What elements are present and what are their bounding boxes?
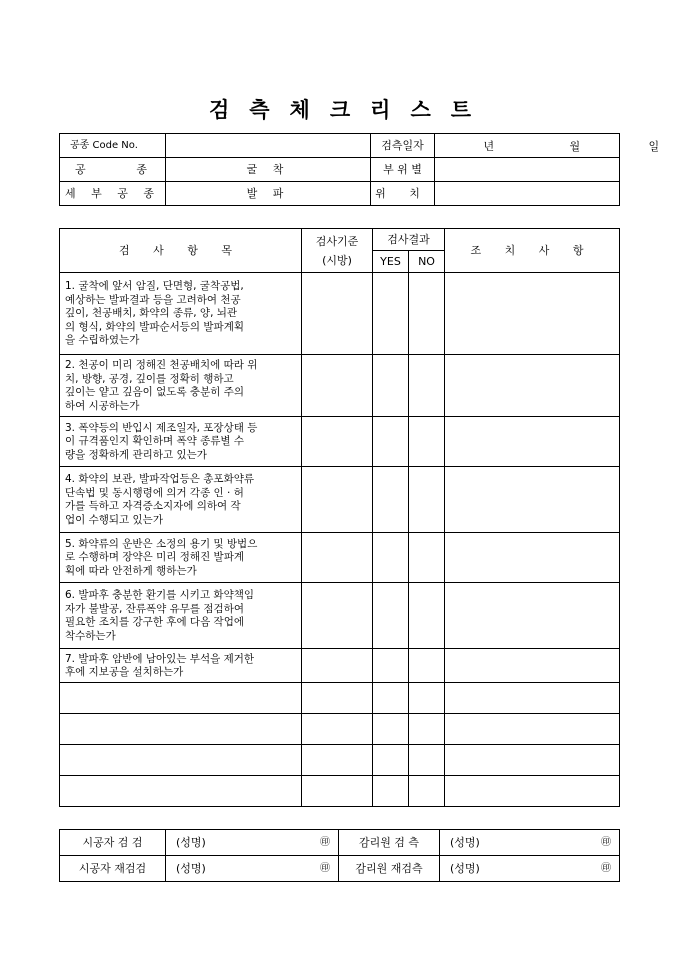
- action-cell[interactable]: [445, 683, 620, 714]
- action-cell[interactable]: [445, 355, 620, 417]
- no-cell[interactable]: [409, 776, 445, 807]
- no-cell[interactable]: [409, 583, 445, 649]
- seal-mark: ㊞: [601, 837, 611, 848]
- seal-mark: ㊞: [320, 863, 330, 874]
- item-line: 깊이, 천공배치, 화약의 종류, 양, 뇌관: [65, 307, 238, 320]
- item-line: 가를 득하고 자격증소지자에 의하여 작: [65, 500, 241, 512]
- title-char: 트: [450, 97, 472, 122]
- contractor-reinspect-sign[interactable]: [166, 856, 339, 882]
- standard-cell[interactable]: [302, 355, 373, 417]
- sub-label: 세 부 공 종: [60, 182, 166, 206]
- code-label: 공종 Code No.: [60, 134, 166, 158]
- standard-cell[interactable]: [302, 776, 373, 807]
- check-item: [60, 467, 302, 533]
- yes-cell[interactable]: [373, 714, 409, 745]
- yes-cell[interactable]: [373, 776, 409, 807]
- date-label: 검측일자: [371, 134, 435, 158]
- item-line: 깊이는 얕고 깊음이 없도록 충분히 주의: [65, 386, 244, 398]
- col-standard-title: 검사기준: [315, 234, 359, 248]
- supervisor-inspect-sign[interactable]: [440, 830, 620, 856]
- work-value[interactable]: 굴 착: [166, 158, 371, 182]
- no-cell[interactable]: [409, 745, 445, 776]
- yes-cell[interactable]: [373, 745, 409, 776]
- code-value[interactable]: [166, 134, 371, 158]
- table-row: [60, 776, 620, 807]
- item-line: 3. 폭약등의 반입시 제조일자, 포장상태 등: [65, 421, 258, 434]
- name-placeholder: (성명): [450, 836, 480, 849]
- item-line: 4. 화약의 보관, 발파작업등은 총포화약류: [65, 473, 254, 485]
- standard-cell[interactable]: [302, 745, 373, 776]
- item-line: 후에 지보공을 설치하는가: [65, 666, 184, 678]
- yes-cell[interactable]: [373, 273, 409, 355]
- no-cell[interactable]: [409, 273, 445, 355]
- position-value[interactable]: [435, 182, 620, 206]
- page-title: [0, 94, 680, 124]
- no-cell[interactable]: [409, 683, 445, 714]
- item-line: 획에 따라 안전하게 행하는가: [65, 564, 197, 577]
- col-item-header: 검 사 항 목: [60, 229, 302, 273]
- date-year: 년: [483, 139, 495, 153]
- no-cell[interactable]: [409, 355, 445, 417]
- col-result-header: 검사결과: [373, 229, 445, 251]
- check-item: [60, 649, 302, 683]
- col-action-header: 조 치 사 항: [445, 229, 620, 273]
- action-cell[interactable]: [445, 649, 620, 683]
- col-standard-header: [302, 229, 373, 273]
- supervisor-reinspect-label: 감리원 재검측: [339, 856, 440, 882]
- title-char: 측: [249, 97, 270, 122]
- yes-cell[interactable]: [373, 533, 409, 583]
- table-row: [60, 533, 620, 583]
- check-item: [60, 355, 302, 417]
- table-row: [60, 417, 620, 467]
- item-line: 예상하는 발파결과 등을 고려하여 천공: [65, 293, 241, 306]
- supervisor-reinspect-sign[interactable]: [440, 856, 620, 882]
- item-line: 착수하는가: [65, 629, 116, 642]
- standard-cell[interactable]: [302, 714, 373, 745]
- action-cell[interactable]: [445, 273, 620, 355]
- item-line: 업이 수행되고 있는가: [65, 513, 163, 526]
- standard-cell[interactable]: [302, 683, 373, 714]
- no-cell[interactable]: [409, 533, 445, 583]
- title-char: 체: [289, 97, 310, 122]
- item-line: 2. 천공이 미리 정해진 천공배치에 따라 위: [65, 359, 258, 371]
- table-row: [60, 355, 620, 417]
- check-item: [60, 273, 302, 355]
- action-cell[interactable]: [445, 714, 620, 745]
- standard-cell[interactable]: [302, 583, 373, 649]
- date-month: 월: [569, 139, 581, 153]
- item-line: 6. 발파후 충분한 환기를 시키고 화약책임: [65, 589, 254, 601]
- check-item-empty[interactable]: [60, 683, 302, 714]
- contractor-reinspect-label: 시공자 재검검: [60, 856, 166, 882]
- table-row: [60, 273, 620, 355]
- table-row: [60, 583, 620, 649]
- check-item: [60, 583, 302, 649]
- action-cell[interactable]: [445, 776, 620, 807]
- item-line: 자가 불발공, 잔류폭약 유무를 점검하여: [65, 602, 244, 615]
- table-row: [60, 649, 620, 683]
- standard-cell[interactable]: [302, 273, 373, 355]
- yes-cell[interactable]: [373, 683, 409, 714]
- item-line: 로 수행하며 장약은 미리 정해진 발파계: [65, 551, 244, 564]
- col-yes-header: YES: [373, 251, 409, 273]
- item-line: 량을 정확하게 관리하고 있는가: [65, 448, 207, 461]
- location-value[interactable]: [435, 158, 620, 182]
- supervisor-inspect-label: 감리원 검 측: [339, 830, 440, 856]
- table-row: [60, 467, 620, 533]
- work-label: [60, 158, 166, 182]
- no-cell[interactable]: [409, 714, 445, 745]
- table-row: [60, 714, 620, 745]
- yes-cell[interactable]: [373, 649, 409, 683]
- header-table: [59, 133, 660, 206]
- title-char: 크: [329, 97, 351, 122]
- action-cell[interactable]: [445, 583, 620, 649]
- standard-cell[interactable]: [302, 649, 373, 683]
- location-label: 부 위 별: [371, 158, 435, 182]
- no-cell[interactable]: [409, 649, 445, 683]
- work-label-text: 공 종: [75, 163, 147, 176]
- standard-cell[interactable]: [302, 417, 373, 467]
- name-placeholder: (성명): [176, 836, 206, 849]
- seal-mark: ㊞: [601, 863, 611, 874]
- date-value[interactable]: 년 월 일: [435, 134, 620, 158]
- item-line: 치, 방향, 공경, 깊이를 정확히 행하고: [65, 372, 234, 385]
- sub-value[interactable]: 발 파: [166, 182, 371, 206]
- item-line: 7. 발파후 암반에 남아있는 부석을 제거한: [65, 652, 254, 665]
- item-line: 1. 굴착에 앞서 암질, 단면형, 굴착공법,: [65, 280, 244, 293]
- table-row: [60, 683, 620, 714]
- position-label: 위 치: [371, 182, 435, 206]
- check-item: [60, 417, 302, 467]
- sign-table: [59, 829, 620, 882]
- item-line: 5. 화약류의 운반은 소정의 용기 및 방법으: [65, 537, 258, 550]
- col-no-header: NO: [409, 251, 445, 273]
- item-line: 하여 시공하는가: [65, 399, 140, 412]
- title-char: 검: [208, 97, 230, 122]
- contractor-inspect-sign[interactable]: [166, 830, 339, 856]
- seal-mark: ㊞: [320, 837, 330, 848]
- yes-cell[interactable]: [373, 417, 409, 467]
- action-cell[interactable]: [445, 745, 620, 776]
- yes-cell[interactable]: [373, 467, 409, 533]
- name-placeholder: (성명): [176, 862, 206, 875]
- checklist-table: [59, 228, 620, 807]
- no-cell[interactable]: [409, 417, 445, 467]
- no-cell[interactable]: [409, 467, 445, 533]
- yes-cell[interactable]: [373, 355, 409, 417]
- check-item-empty[interactable]: [60, 714, 302, 745]
- item-line: 이 규격품인지 확인하며 폭약 종류별 수: [65, 435, 244, 448]
- standard-cell[interactable]: [302, 467, 373, 533]
- check-item: [60, 533, 302, 583]
- contractor-inspect-label: 시공자 검 검: [60, 830, 166, 856]
- yes-cell[interactable]: [373, 583, 409, 649]
- title-char: 리: [370, 97, 391, 122]
- action-cell[interactable]: [445, 533, 620, 583]
- table-row: [60, 745, 620, 776]
- standard-cell[interactable]: [302, 533, 373, 583]
- item-line: 의 형식, 화약의 발파순서등의 발파계획: [65, 320, 244, 333]
- check-item-empty[interactable]: [60, 745, 302, 776]
- item-line: 을 수립하였는가: [65, 334, 140, 347]
- col-standard-sub: (시방): [322, 253, 352, 267]
- action-cell[interactable]: [445, 417, 620, 467]
- item-line: 단속법 및 동시행령에 의거 각종 인 · 허: [65, 486, 244, 499]
- name-placeholder: (성명): [450, 862, 480, 875]
- item-line: 필요한 조치를 강구한 후에 다음 작업에: [65, 616, 244, 628]
- action-cell[interactable]: [445, 467, 620, 533]
- title-char: 스: [410, 97, 431, 122]
- check-item-empty[interactable]: [60, 776, 302, 807]
